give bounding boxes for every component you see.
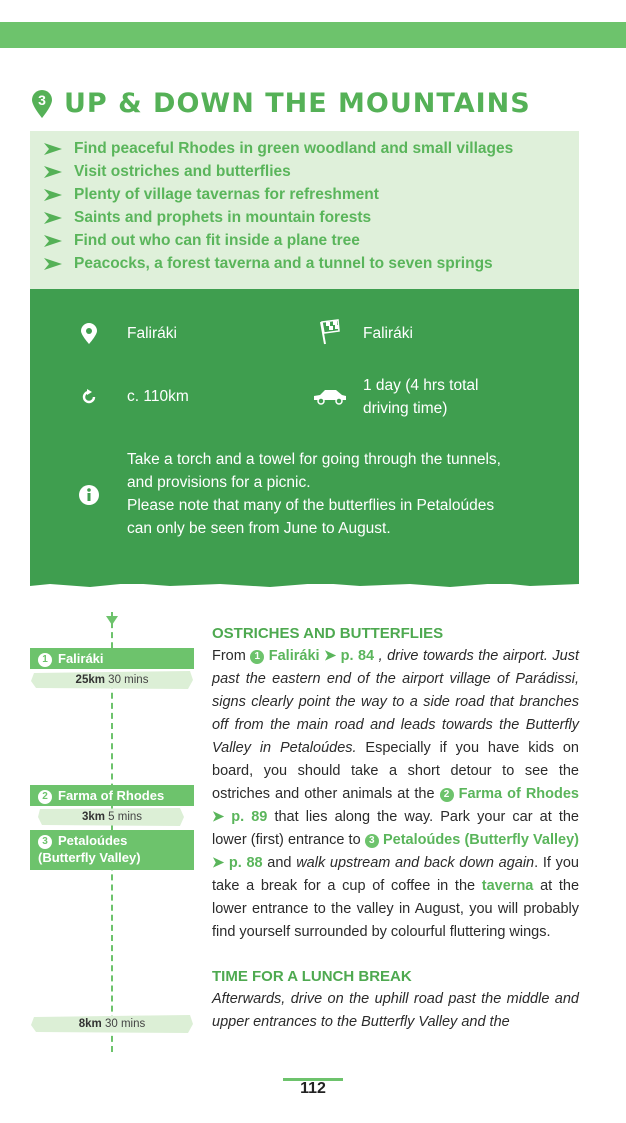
distance: c. 110km bbox=[127, 388, 189, 405]
tour-info-box bbox=[30, 289, 579, 584]
route-sidebar bbox=[30, 600, 195, 1060]
page-title: UP & DOWN THE MOUNTAINS bbox=[64, 88, 531, 119]
route-stop: 2 Farma of Rhodes bbox=[30, 785, 194, 806]
highlight-text: Visit ostriches and butterflies bbox=[74, 163, 291, 180]
section-title: OSTRICHES AND BUTTERFLIES bbox=[212, 625, 444, 642]
stop-reference[interactable]: 3 Petaloúdes (Butterfly Valley) ➤ p. 88 bbox=[212, 832, 580, 871]
route-arrow-icon bbox=[106, 616, 118, 625]
tour-text bbox=[212, 623, 579, 1034]
finish-location: Faliráki bbox=[363, 325, 413, 342]
car-icon bbox=[312, 387, 348, 405]
highlight-item bbox=[40, 163, 291, 181]
tour-number-pin-icon bbox=[30, 89, 54, 119]
tour-heading bbox=[30, 88, 531, 119]
arrow-bullet-icon bbox=[40, 166, 66, 178]
top-color-bar bbox=[0, 22, 626, 48]
taverna-reference[interactable]: taverna bbox=[481, 878, 534, 894]
loop-arrow-icon bbox=[81, 389, 97, 405]
checkered-flag-icon bbox=[318, 319, 340, 345]
map-pin-icon bbox=[80, 323, 98, 345]
route-stop: 1 Faliráki bbox=[30, 648, 194, 669]
arrow-bullet-icon bbox=[40, 235, 66, 247]
highlight-item bbox=[40, 232, 360, 250]
route-stop: 3 Petaloúdes (Butterfly Valley) bbox=[30, 830, 194, 870]
section-title: TIME FOR A LUNCH BREAK bbox=[212, 968, 412, 985]
arrow-bullet-icon bbox=[40, 189, 66, 201]
arrow-bullet-icon bbox=[40, 143, 66, 155]
section-paragraph: Afterwards, drive on the uphill road past the middle and upper entrances to the Butterfly Valley and the bbox=[212, 991, 579, 1030]
highlight-text: Find peaceful Rhodes in green woodland and small villages bbox=[74, 140, 514, 157]
section-paragraph: From 1 Faliráki ➤ p. 84 , drive towards the airport. Just past the eastern end of the airport village of Parádissi, signs clearly point the way to a side road that branches off from the main road and leads towards the Butterfly Valley in Petaloúdes. Especially if you have kids on board, you should take a short detour to see the ostriches and other animals at the 2 Farma of Rhodes ➤ p. 89 that lies along the way. Park your car at the lower (first) entrance to 3 Petaloúdes (Butterfly Valley) ➤ p. 88 and walk upstream and back down again. If you take a break for a cup of coffee in the taverna at the lower entrance to the valley in August, you will probably find yourself surrounded by colourful fluttering wings. bbox=[212, 648, 580, 940]
highlight-text: Find out who can fit inside a plane tree bbox=[74, 232, 360, 249]
highlight-item bbox=[40, 140, 513, 158]
route-distance: 8km 30 mins bbox=[30, 1014, 194, 1034]
highlight-text: Plenty of village tavernas for refreshment bbox=[74, 186, 379, 203]
highlight-item bbox=[40, 209, 371, 227]
route-distance: 3km 5 mins bbox=[30, 807, 194, 827]
highlight-item bbox=[40, 255, 493, 273]
route-distance: 25km 30 mins bbox=[30, 670, 194, 690]
info-icon bbox=[78, 484, 100, 506]
tour-note: Take a torch and a towel for going through the tunnels, and provisions for a picnic. Please note that many of the butterflies in Petaloúdes can only be seen from June to August. bbox=[127, 451, 501, 537]
torn-edge bbox=[30, 580, 579, 590]
highlights-box bbox=[30, 131, 579, 289]
arrow-bullet-icon bbox=[40, 212, 66, 224]
tour-number: 3 bbox=[38, 91, 46, 108]
duration: 1 day (4 hrs total driving time) bbox=[363, 377, 479, 417]
start-location: Faliráki bbox=[127, 325, 177, 342]
arrow-bullet-icon bbox=[40, 258, 66, 270]
highlight-item bbox=[40, 186, 379, 204]
stop-reference[interactable]: 1 Faliráki ➤ p. 84 bbox=[250, 648, 374, 664]
highlight-text: Peacocks, a forest taverna and a tunnel to seven springs bbox=[74, 255, 493, 272]
page-number: 112 bbox=[300, 1080, 326, 1097]
stop-reference[interactable]: 2 Farma of Rhodes ➤ p. 89 bbox=[212, 786, 580, 825]
highlight-text: Saints and prophets in mountain forests bbox=[74, 209, 372, 226]
